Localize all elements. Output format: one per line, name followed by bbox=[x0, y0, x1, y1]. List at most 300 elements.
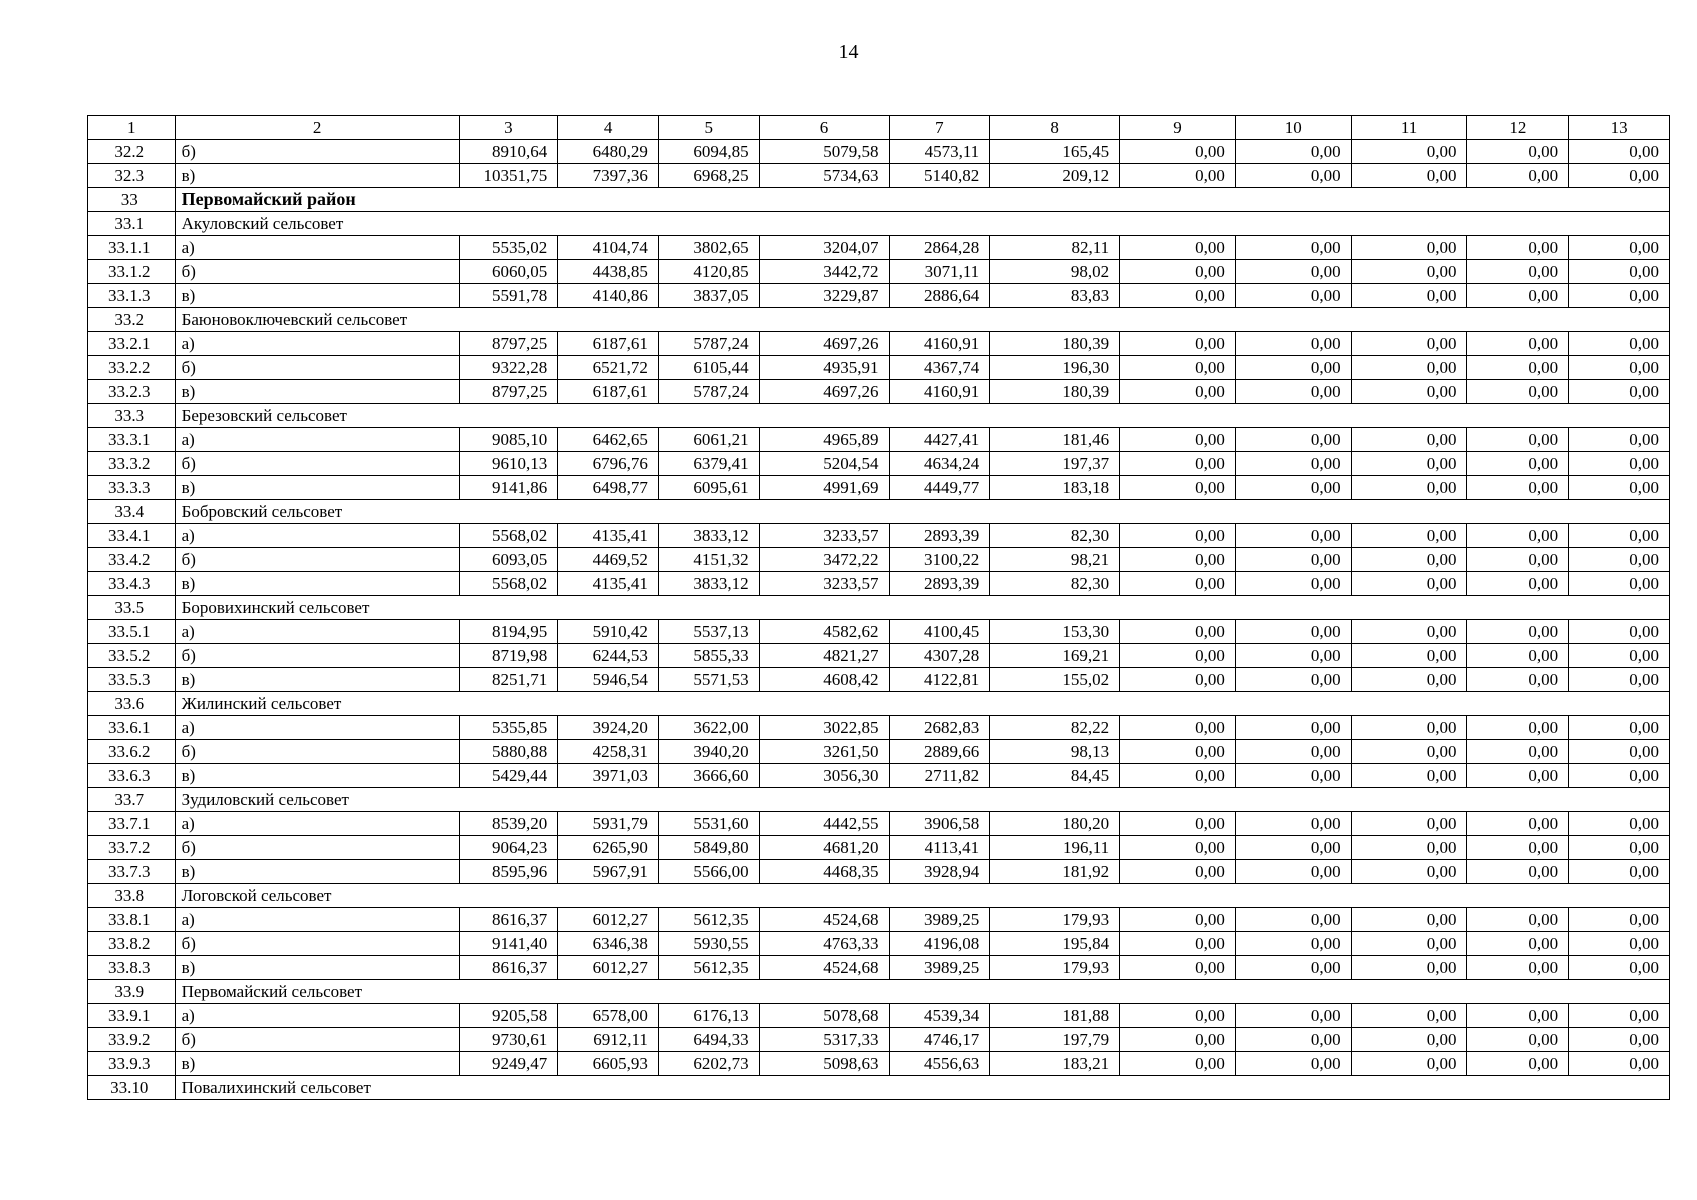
row-number: 33.8.2 bbox=[88, 932, 176, 956]
column-header: 11 bbox=[1351, 116, 1467, 140]
value-cell: 82,11 bbox=[990, 236, 1120, 260]
row-number: 33.8.1 bbox=[88, 908, 176, 932]
value-cell: 3442,72 bbox=[759, 260, 889, 284]
value-cell: 0,00 bbox=[1120, 140, 1236, 164]
value-cell: 6605,93 bbox=[558, 1052, 659, 1076]
value-cell: 4449,77 bbox=[889, 476, 990, 500]
table-body bbox=[88, 116, 1670, 1100]
value-cell: 8616,37 bbox=[459, 908, 558, 932]
value-cell: 5355,85 bbox=[459, 716, 558, 740]
table-row bbox=[88, 716, 1670, 740]
value-cell: 9085,10 bbox=[459, 428, 558, 452]
value-cell: 8910,64 bbox=[459, 140, 558, 164]
value-cell: 0,00 bbox=[1467, 476, 1569, 500]
value-cell: 8797,25 bbox=[459, 332, 558, 356]
value-cell: 9322,28 bbox=[459, 356, 558, 380]
section-name: Баюновоключевский сельсовет bbox=[175, 308, 1669, 332]
value-cell: 0,00 bbox=[1120, 1052, 1236, 1076]
value-cell: 0,00 bbox=[1120, 644, 1236, 668]
value-cell: 197,79 bbox=[990, 1028, 1120, 1052]
column-header: 8 bbox=[990, 116, 1120, 140]
row-label: в) bbox=[175, 284, 459, 308]
row-label: б) bbox=[175, 740, 459, 764]
row-label: б) bbox=[175, 836, 459, 860]
value-cell: 0,00 bbox=[1569, 1052, 1670, 1076]
value-cell: 0,00 bbox=[1467, 860, 1569, 884]
value-cell: 183,21 bbox=[990, 1052, 1120, 1076]
row-number: 33.6.3 bbox=[88, 764, 176, 788]
value-cell: 0,00 bbox=[1120, 524, 1236, 548]
value-cell: 0,00 bbox=[1235, 1004, 1351, 1028]
section-row bbox=[88, 1076, 1670, 1100]
table-row bbox=[88, 356, 1670, 380]
value-cell: 181,46 bbox=[990, 428, 1120, 452]
value-cell: 6187,61 bbox=[558, 380, 659, 404]
value-cell: 4113,41 bbox=[889, 836, 990, 860]
value-cell: 0,00 bbox=[1569, 140, 1670, 164]
value-cell: 0,00 bbox=[1569, 956, 1670, 980]
value-cell: 0,00 bbox=[1235, 836, 1351, 860]
value-cell: 0,00 bbox=[1351, 476, 1467, 500]
value-cell: 5535,02 bbox=[459, 236, 558, 260]
column-header: 2 bbox=[175, 116, 459, 140]
value-cell: 0,00 bbox=[1569, 476, 1670, 500]
value-cell: 3833,12 bbox=[658, 572, 759, 596]
value-cell: 6244,53 bbox=[558, 644, 659, 668]
value-cell: 2682,83 bbox=[889, 716, 990, 740]
value-cell: 0,00 bbox=[1351, 1028, 1467, 1052]
section-row bbox=[88, 308, 1670, 332]
value-cell: 0,00 bbox=[1569, 284, 1670, 308]
value-cell: 6494,33 bbox=[658, 1028, 759, 1052]
value-cell: 4573,11 bbox=[889, 140, 990, 164]
value-cell: 8251,71 bbox=[459, 668, 558, 692]
value-cell: 3071,11 bbox=[889, 260, 990, 284]
value-cell: 3233,57 bbox=[759, 524, 889, 548]
value-cell: 0,00 bbox=[1467, 284, 1569, 308]
row-label: а) bbox=[175, 716, 459, 740]
row-number: 33.7 bbox=[88, 788, 176, 812]
value-cell: 4746,17 bbox=[889, 1028, 990, 1052]
value-cell: 0,00 bbox=[1467, 908, 1569, 932]
column-header: 1 bbox=[88, 116, 176, 140]
value-cell: 2893,39 bbox=[889, 572, 990, 596]
value-cell: 6012,27 bbox=[558, 908, 659, 932]
column-header: 12 bbox=[1467, 116, 1569, 140]
value-cell: 3233,57 bbox=[759, 572, 889, 596]
value-cell: 6521,72 bbox=[558, 356, 659, 380]
value-cell: 0,00 bbox=[1351, 860, 1467, 884]
value-cell: 5429,44 bbox=[459, 764, 558, 788]
value-cell: 0,00 bbox=[1120, 620, 1236, 644]
value-cell: 0,00 bbox=[1235, 620, 1351, 644]
row-number: 33.5.2 bbox=[88, 644, 176, 668]
row-number: 33.3.2 bbox=[88, 452, 176, 476]
value-cell: 0,00 bbox=[1569, 548, 1670, 572]
table-row bbox=[88, 860, 1670, 884]
table-row bbox=[88, 1004, 1670, 1028]
table-row bbox=[88, 908, 1670, 932]
value-cell: 0,00 bbox=[1351, 524, 1467, 548]
row-number: 33.9.1 bbox=[88, 1004, 176, 1028]
value-cell: 0,00 bbox=[1569, 452, 1670, 476]
value-cell: 4100,45 bbox=[889, 620, 990, 644]
value-cell: 9141,86 bbox=[459, 476, 558, 500]
value-cell: 5591,78 bbox=[459, 284, 558, 308]
value-cell: 0,00 bbox=[1235, 956, 1351, 980]
value-cell: 6968,25 bbox=[658, 164, 759, 188]
value-cell: 0,00 bbox=[1569, 572, 1670, 596]
row-label: в) bbox=[175, 764, 459, 788]
value-cell: 196,11 bbox=[990, 836, 1120, 860]
table-row bbox=[88, 1052, 1670, 1076]
value-cell: 180,39 bbox=[990, 380, 1120, 404]
row-label: а) bbox=[175, 908, 459, 932]
value-cell: 196,30 bbox=[990, 356, 1120, 380]
column-header: 7 bbox=[889, 116, 990, 140]
value-cell: 0,00 bbox=[1467, 356, 1569, 380]
row-number: 33.2.2 bbox=[88, 356, 176, 380]
value-cell: 0,00 bbox=[1351, 1004, 1467, 1028]
row-number: 33.7.2 bbox=[88, 836, 176, 860]
value-cell: 4539,34 bbox=[889, 1004, 990, 1028]
value-cell: 0,00 bbox=[1351, 956, 1467, 980]
value-cell: 0,00 bbox=[1120, 764, 1236, 788]
value-cell: 0,00 bbox=[1120, 836, 1236, 860]
row-label: в) bbox=[175, 476, 459, 500]
value-cell: 4151,32 bbox=[658, 548, 759, 572]
value-cell: 0,00 bbox=[1120, 476, 1236, 500]
value-cell: 5787,24 bbox=[658, 380, 759, 404]
value-cell: 0,00 bbox=[1467, 524, 1569, 548]
table-row bbox=[88, 284, 1670, 308]
table-row bbox=[88, 620, 1670, 644]
value-cell: 5931,79 bbox=[558, 812, 659, 836]
value-cell: 6578,00 bbox=[558, 1004, 659, 1028]
value-cell: 5568,02 bbox=[459, 524, 558, 548]
value-cell: 0,00 bbox=[1235, 572, 1351, 596]
table-row bbox=[88, 1028, 1670, 1052]
value-cell: 0,00 bbox=[1120, 164, 1236, 188]
value-cell: 0,00 bbox=[1120, 356, 1236, 380]
value-cell: 0,00 bbox=[1120, 260, 1236, 284]
value-cell: 4524,68 bbox=[759, 908, 889, 932]
value-cell: 2893,39 bbox=[889, 524, 990, 548]
value-cell: 3928,94 bbox=[889, 860, 990, 884]
value-cell: 0,00 bbox=[1235, 236, 1351, 260]
value-cell: 4307,28 bbox=[889, 644, 990, 668]
value-cell: 6796,76 bbox=[558, 452, 659, 476]
value-cell: 0,00 bbox=[1235, 428, 1351, 452]
value-cell: 8194,95 bbox=[459, 620, 558, 644]
value-cell: 209,12 bbox=[990, 164, 1120, 188]
value-cell: 4821,27 bbox=[759, 644, 889, 668]
section-row bbox=[88, 980, 1670, 1004]
value-cell: 3666,60 bbox=[658, 764, 759, 788]
value-cell: 4442,55 bbox=[759, 812, 889, 836]
value-cell: 4135,41 bbox=[558, 524, 659, 548]
section-name: Логовской сельсовет bbox=[175, 884, 1669, 908]
value-cell: 4634,24 bbox=[889, 452, 990, 476]
value-cell: 169,21 bbox=[990, 644, 1120, 668]
value-cell: 3802,65 bbox=[658, 236, 759, 260]
table-row bbox=[88, 428, 1670, 452]
value-cell: 0,00 bbox=[1467, 452, 1569, 476]
value-cell: 0,00 bbox=[1351, 668, 1467, 692]
value-cell: 0,00 bbox=[1235, 932, 1351, 956]
value-cell: 0,00 bbox=[1235, 764, 1351, 788]
value-cell: 5531,60 bbox=[658, 812, 759, 836]
table-row bbox=[88, 140, 1670, 164]
value-cell: 0,00 bbox=[1569, 1028, 1670, 1052]
row-number: 33 bbox=[88, 188, 176, 212]
value-cell: 4258,31 bbox=[558, 740, 659, 764]
value-cell: 0,00 bbox=[1235, 908, 1351, 932]
row-number: 33.9.3 bbox=[88, 1052, 176, 1076]
value-cell: 0,00 bbox=[1120, 452, 1236, 476]
value-cell: 98,21 bbox=[990, 548, 1120, 572]
value-cell: 0,00 bbox=[1467, 1052, 1569, 1076]
value-cell: 0,00 bbox=[1351, 716, 1467, 740]
value-cell: 0,00 bbox=[1569, 764, 1670, 788]
value-cell: 0,00 bbox=[1569, 644, 1670, 668]
row-number: 33.1 bbox=[88, 212, 176, 236]
value-cell: 3924,20 bbox=[558, 716, 659, 740]
district-row bbox=[88, 188, 1670, 212]
row-label: а) bbox=[175, 1004, 459, 1028]
row-number: 33.3.3 bbox=[88, 476, 176, 500]
value-cell: 0,00 bbox=[1235, 716, 1351, 740]
value-cell: 5910,42 bbox=[558, 620, 659, 644]
value-cell: 0,00 bbox=[1235, 380, 1351, 404]
value-cell: 0,00 bbox=[1467, 572, 1569, 596]
page-number: 14 bbox=[838, 41, 859, 63]
value-cell: 8616,37 bbox=[459, 956, 558, 980]
value-cell: 4524,68 bbox=[759, 956, 889, 980]
value-cell: 3837,05 bbox=[658, 284, 759, 308]
value-cell: 0,00 bbox=[1120, 908, 1236, 932]
value-cell: 84,45 bbox=[990, 764, 1120, 788]
value-cell: 0,00 bbox=[1235, 548, 1351, 572]
value-cell: 5930,55 bbox=[658, 932, 759, 956]
value-cell: 0,00 bbox=[1351, 452, 1467, 476]
value-cell: 0,00 bbox=[1351, 836, 1467, 860]
row-number: 33.7.3 bbox=[88, 860, 176, 884]
value-cell: 5078,68 bbox=[759, 1004, 889, 1028]
value-cell: 0,00 bbox=[1351, 812, 1467, 836]
value-cell: 0,00 bbox=[1120, 236, 1236, 260]
value-cell: 4140,86 bbox=[558, 284, 659, 308]
value-cell: 0,00 bbox=[1569, 668, 1670, 692]
value-cell: 0,00 bbox=[1120, 284, 1236, 308]
column-header: 5 bbox=[658, 116, 759, 140]
row-label: б) bbox=[175, 140, 459, 164]
column-header: 13 bbox=[1569, 116, 1670, 140]
value-cell: 6462,65 bbox=[558, 428, 659, 452]
value-cell: 0,00 bbox=[1235, 164, 1351, 188]
value-cell: 2711,82 bbox=[889, 764, 990, 788]
section-name: Зудиловский сельсовет bbox=[175, 788, 1669, 812]
value-cell: 0,00 bbox=[1467, 260, 1569, 284]
value-cell: 0,00 bbox=[1235, 644, 1351, 668]
row-label: б) bbox=[175, 644, 459, 668]
value-cell: 0,00 bbox=[1467, 764, 1569, 788]
value-cell: 3261,50 bbox=[759, 740, 889, 764]
value-cell: 5571,53 bbox=[658, 668, 759, 692]
value-cell: 4122,81 bbox=[889, 668, 990, 692]
value-cell: 4991,69 bbox=[759, 476, 889, 500]
value-cell: 2864,28 bbox=[889, 236, 990, 260]
value-cell: 82,30 bbox=[990, 572, 1120, 596]
value-cell: 6265,90 bbox=[558, 836, 659, 860]
table-row bbox=[88, 164, 1670, 188]
table-row bbox=[88, 572, 1670, 596]
row-number: 33.2.1 bbox=[88, 332, 176, 356]
section-row bbox=[88, 404, 1670, 428]
value-cell: 0,00 bbox=[1467, 1028, 1569, 1052]
value-cell: 0,00 bbox=[1351, 236, 1467, 260]
value-cell: 3989,25 bbox=[889, 908, 990, 932]
value-cell: 153,30 bbox=[990, 620, 1120, 644]
value-cell: 9610,13 bbox=[459, 452, 558, 476]
row-label: а) bbox=[175, 812, 459, 836]
value-cell: 0,00 bbox=[1120, 572, 1236, 596]
row-number: 33.6.2 bbox=[88, 740, 176, 764]
value-cell: 3989,25 bbox=[889, 956, 990, 980]
value-cell: 4556,63 bbox=[889, 1052, 990, 1076]
value-cell: 5612,35 bbox=[658, 908, 759, 932]
value-cell: 0,00 bbox=[1351, 260, 1467, 284]
value-cell: 6346,38 bbox=[558, 932, 659, 956]
section-row bbox=[88, 596, 1670, 620]
value-cell: 0,00 bbox=[1235, 524, 1351, 548]
value-cell: 0,00 bbox=[1569, 260, 1670, 284]
header-row bbox=[88, 116, 1670, 140]
value-cell: 0,00 bbox=[1351, 644, 1467, 668]
value-cell: 0,00 bbox=[1467, 548, 1569, 572]
value-cell: 0,00 bbox=[1569, 332, 1670, 356]
column-header: 9 bbox=[1120, 116, 1236, 140]
value-cell: 0,00 bbox=[1120, 1028, 1236, 1052]
value-cell: 6379,41 bbox=[658, 452, 759, 476]
section-name: Березовский сельсовет bbox=[175, 404, 1669, 428]
value-cell: 4367,74 bbox=[889, 356, 990, 380]
row-number: 33.3.1 bbox=[88, 428, 176, 452]
row-label: б) bbox=[175, 548, 459, 572]
value-cell: 0,00 bbox=[1569, 164, 1670, 188]
value-cell: 0,00 bbox=[1235, 860, 1351, 884]
value-cell: 0,00 bbox=[1569, 1004, 1670, 1028]
table-row bbox=[88, 452, 1670, 476]
value-cell: 6012,27 bbox=[558, 956, 659, 980]
section-name: Жилинский сельсовет bbox=[175, 692, 1669, 716]
value-cell: 180,20 bbox=[990, 812, 1120, 836]
value-cell: 4582,62 bbox=[759, 620, 889, 644]
value-cell: 6498,77 bbox=[558, 476, 659, 500]
row-label: б) bbox=[175, 260, 459, 284]
value-cell: 9730,61 bbox=[459, 1028, 558, 1052]
table-row bbox=[88, 476, 1670, 500]
value-cell: 4160,91 bbox=[889, 380, 990, 404]
row-label: в) bbox=[175, 1052, 459, 1076]
value-cell: 5967,91 bbox=[558, 860, 659, 884]
value-cell: 3940,20 bbox=[658, 740, 759, 764]
value-cell: 6176,13 bbox=[658, 1004, 759, 1028]
row-number: 33.6 bbox=[88, 692, 176, 716]
value-cell: 0,00 bbox=[1120, 740, 1236, 764]
value-cell: 0,00 bbox=[1569, 620, 1670, 644]
row-label: в) bbox=[175, 572, 459, 596]
value-cell: 0,00 bbox=[1120, 812, 1236, 836]
value-cell: 5849,80 bbox=[658, 836, 759, 860]
value-cell: 0,00 bbox=[1569, 932, 1670, 956]
row-number: 32.2 bbox=[88, 140, 176, 164]
value-cell: 0,00 bbox=[1467, 740, 1569, 764]
value-cell: 0,00 bbox=[1467, 332, 1569, 356]
row-number: 33.5 bbox=[88, 596, 176, 620]
value-cell: 0,00 bbox=[1569, 380, 1670, 404]
value-cell: 0,00 bbox=[1467, 236, 1569, 260]
value-cell: 0,00 bbox=[1569, 236, 1670, 260]
table-row bbox=[88, 332, 1670, 356]
value-cell: 6480,29 bbox=[558, 140, 659, 164]
value-cell: 0,00 bbox=[1235, 140, 1351, 164]
value-cell: 0,00 bbox=[1351, 380, 1467, 404]
value-cell: 0,00 bbox=[1120, 860, 1236, 884]
table-row bbox=[88, 764, 1670, 788]
value-cell: 0,00 bbox=[1569, 356, 1670, 380]
value-cell: 0,00 bbox=[1351, 164, 1467, 188]
value-cell: 5317,33 bbox=[759, 1028, 889, 1052]
value-cell: 0,00 bbox=[1351, 140, 1467, 164]
value-cell: 4697,26 bbox=[759, 332, 889, 356]
value-cell: 5568,02 bbox=[459, 572, 558, 596]
table-row bbox=[88, 812, 1670, 836]
row-number: 33.4.3 bbox=[88, 572, 176, 596]
row-label: в) bbox=[175, 380, 459, 404]
value-cell: 0,00 bbox=[1120, 332, 1236, 356]
value-cell: 0,00 bbox=[1351, 332, 1467, 356]
row-label: а) bbox=[175, 236, 459, 260]
table-row bbox=[88, 956, 1670, 980]
value-cell: 6912,11 bbox=[558, 1028, 659, 1052]
row-number: 33.1.2 bbox=[88, 260, 176, 284]
value-cell: 3906,58 bbox=[889, 812, 990, 836]
table-row bbox=[88, 380, 1670, 404]
table-row bbox=[88, 260, 1670, 284]
value-cell: 5880,88 bbox=[459, 740, 558, 764]
value-cell: 181,92 bbox=[990, 860, 1120, 884]
value-cell: 4438,85 bbox=[558, 260, 659, 284]
value-cell: 0,00 bbox=[1467, 380, 1569, 404]
section-row bbox=[88, 500, 1670, 524]
value-cell: 6187,61 bbox=[558, 332, 659, 356]
row-number: 33.5.3 bbox=[88, 668, 176, 692]
table-row bbox=[88, 548, 1670, 572]
value-cell: 0,00 bbox=[1120, 428, 1236, 452]
value-cell: 0,00 bbox=[1569, 428, 1670, 452]
value-cell: 0,00 bbox=[1351, 1052, 1467, 1076]
value-cell: 2889,66 bbox=[889, 740, 990, 764]
value-cell: 8539,20 bbox=[459, 812, 558, 836]
value-cell: 183,18 bbox=[990, 476, 1120, 500]
value-cell: 9249,47 bbox=[459, 1052, 558, 1076]
table-row bbox=[88, 740, 1670, 764]
value-cell: 6060,05 bbox=[459, 260, 558, 284]
value-cell: 8719,98 bbox=[459, 644, 558, 668]
value-cell: 4104,74 bbox=[558, 236, 659, 260]
value-cell: 0,00 bbox=[1235, 284, 1351, 308]
